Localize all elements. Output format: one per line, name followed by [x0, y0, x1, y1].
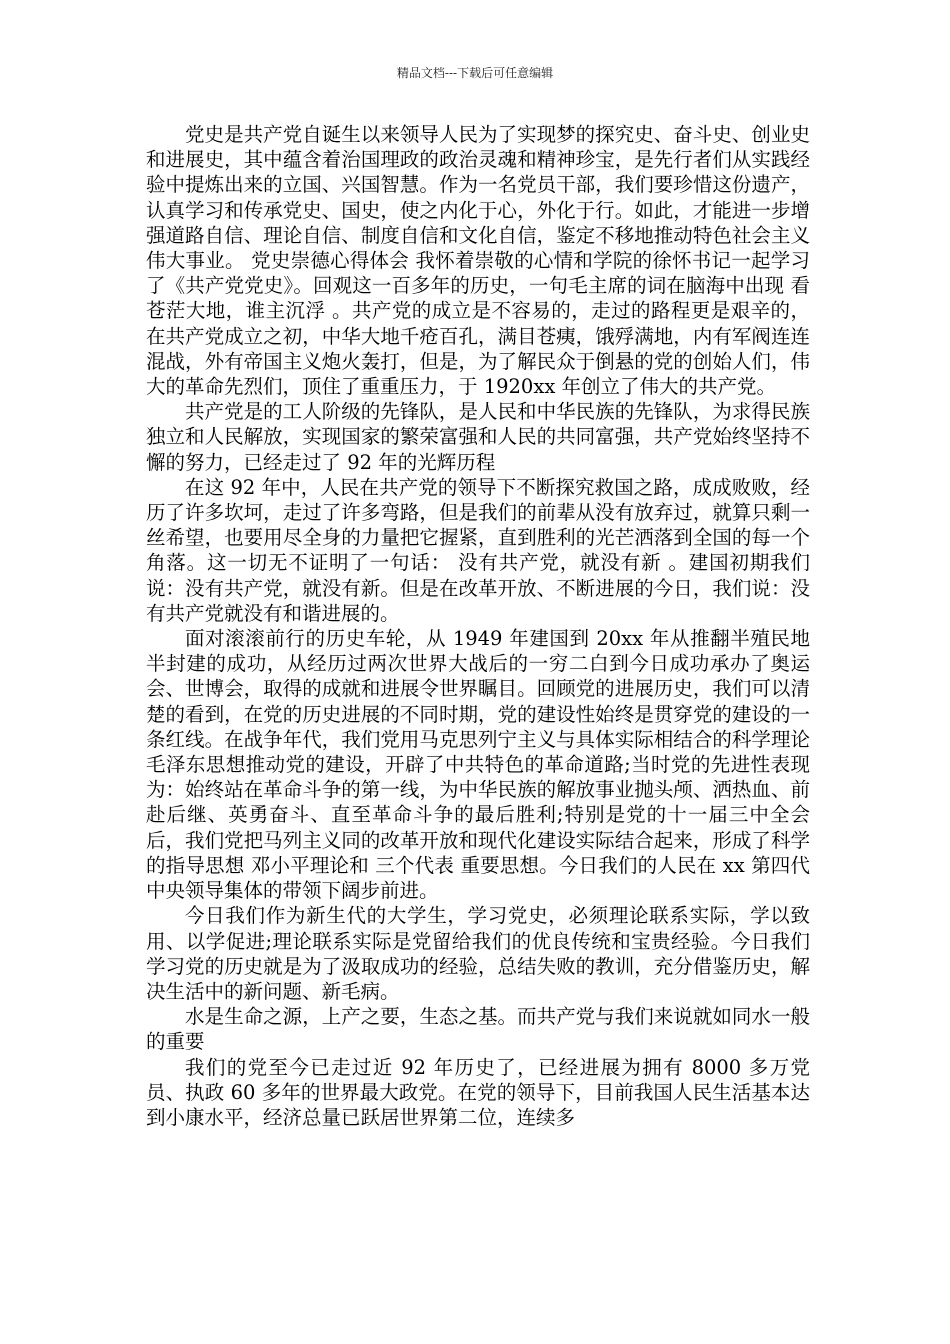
- document-body: [146, 122, 810, 1130]
- paragraph-1: 党史是共产党自诞生以来领导人民为了实现梦的探究史、奋斗史、创业史和进展史，其中蕴含着治国理政的政治灵魂和精神珍宝，是先行者们从实践经验中提炼出来的立国、兴国智慧。作为一名党员干部，我们要珍惜这份遗产，认真学习和传承党史、国史，使之内化于心，外化于行。如此，才能进一步增强道路自信、理论自信、制度自信和文化自信，鉴定不移地推动特色社会主义伟大事业。 党史崇德心得体会 我怀着崇敬的心情和学院的徐怀书记一起学习了《共产党党史》。回观这一百多年的历史，一句毛主席的词在脑海中出现 看苍茫大地，谁主沉浮 。共产党的成立是不容易的，走过的路程更是艰辛的，在共产党成立之初，中华大地千疮百孔，满目苍痍，饿殍满地，内有军阀连连混战，外有帝国主义炮火轰打，但是，为了解民众于倒悬的党的创始人们，伟大的革命先烈们，顶住了重重压力，于 1920xx 年创立了伟大的共产党。: [146, 123, 810, 399]
- paragraph-3: 在这 92 年中，人民在共产党的领导下不断探究救国之路，成成败败，经历了许多坎坷，走过了许多弯路，但是我们的前辈从没有放弃过，就算只剩一丝希望，也要用尽全身的力量把它握紧，直到胜利的光芒洒落到全国的每一个角落。这一切无不证明了一句话： 没有共产党，就没有新 。建国初期我们说：没有共产党，就没有新。但是在改革开放、不断进展的今日，我们说：没有共产党就没有和谐进展的。: [146, 475, 810, 625]
- paragraph-6: 水是生命之源，上产之要，生态之基。而共产党与我们来说就如同水一般的重要: [146, 1005, 810, 1054]
- page-header: 精品文档---下载后可任意编辑: [396, 66, 554, 80]
- paragraph-5: 今日我们作为新生代的大学生，学习党史，必须理论联系实际，学以致用、以学促进;理论联系实际是党留给我们的优良传统和宝贵经验。今日我们学习党的历史就是为了汲取成功的经验，总结失败的教训，充分借鉴历史，解决生活中的新问题、新毛病。: [146, 904, 810, 1003]
- paragraph-7: 我们的党至今已走过近 92 年历史了，已经进展为拥有 8000 多万党员、执政 60 多年的世界最大政党。在党的领导下，目前我国人民生活基本达到小康水平，经济总量已跃居世界第二位，连续多: [146, 1055, 810, 1129]
- paragraph-2: 共产党是的工人阶级的先锋队，是人民和中华民族的先锋队，为求得民族独立和人民解放，实现国家的繁荣富强和人民的共同富强，共产党始终坚持不懈的努力，已经走过了 92 年的光辉历程: [146, 400, 810, 474]
- paragraph-4: 面对滚滚前行的历史车轮，从 1949 年建国到 20xx 年从推翻半殖民地半封建的成功，从经历过两次世界大战后的一穷二白到今日成功承办了奥运会、世博会，取得的成就和进展令世界瞩目。回顾党的进展历史，我们可以清楚的看到，在党的历史进展的不同时期，党的建设性始终是贯穿党的建设的一条红线。在战争年代，我们党用马克思列宁主义与具体实际相结合的科学理论 毛泽东思想推动党的建设，开辟了中共特色的革命道路;当时党的先进性表现为：始终站在革命斗争的第一线，为中华民族的解放事业抛头颅、洒热血、前赴后继、英勇奋斗、直至革命斗争的最后胜利;特别是党的十一届三中全会后，我们党把马列主义同的改革开放和现代化建设实际结合起来，形成了科学的指导思想 邓小平理论和 三个代表 重要思想。今日我们的人民在 xx 第四代中央领导集体的带领下阔步前进。: [146, 627, 810, 903]
